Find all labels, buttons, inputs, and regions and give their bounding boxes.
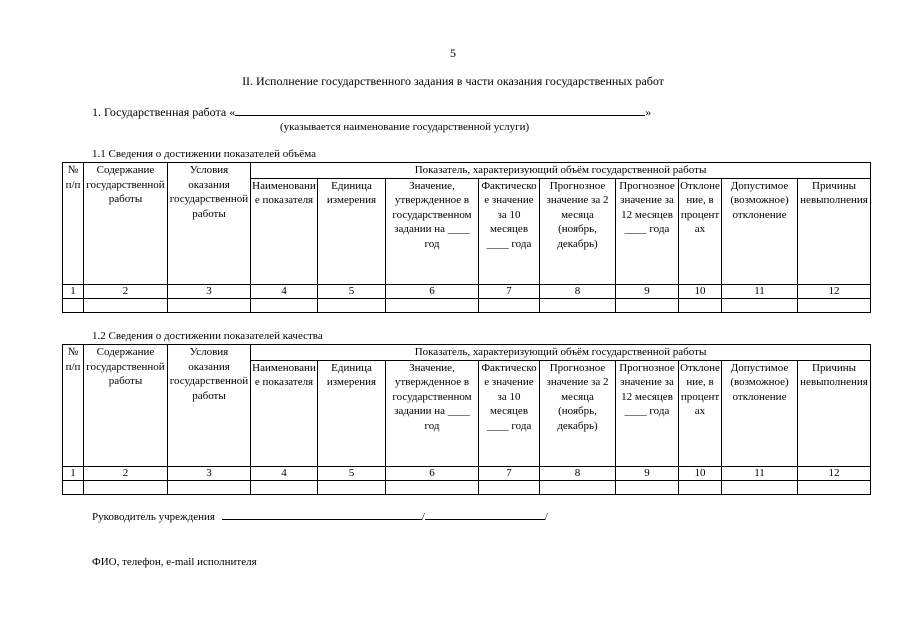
header-allowed-deviation: Допустимое (возможное) отклонение — [722, 360, 798, 466]
table-cell[interactable] — [616, 480, 679, 494]
column-number: 5 — [318, 466, 386, 480]
column-number: 11 — [722, 466, 798, 480]
header-work-conditions: Условия оказания государственной работы — [168, 163, 251, 285]
page-number: 5 — [450, 46, 456, 60]
quality-indicators-table — [62, 344, 871, 495]
header-forecast-12-months: Прогнозное значение за 12 месяцев ____ года — [616, 178, 679, 284]
work-close-quote: » — [645, 105, 652, 119]
section-title: II. Исполнение государственного задания в части оказания государственных работ — [242, 74, 664, 88]
work-label: 1. Государственная работа « — [92, 105, 236, 119]
column-number: 2 — [84, 466, 168, 480]
column-number: 11 — [722, 284, 798, 298]
header-indicator-name: Наименование показателя — [251, 178, 318, 284]
column-number: 4 — [251, 284, 318, 298]
column-number: 1 — [63, 284, 84, 298]
header-work-content: Содержание государственной работы — [84, 345, 168, 467]
header-unit: Единица измерения — [318, 360, 386, 466]
header-deviation: Отклонение, в процентах — [679, 360, 722, 466]
signature-slash: / — [544, 511, 548, 523]
column-number: 10 — [679, 466, 722, 480]
column-number: 8 — [540, 466, 616, 480]
table-cell[interactable] — [168, 480, 251, 494]
header-indicator-group: Показатель, характеризующий объём государственной работы — [251, 163, 871, 179]
column-number: 10 — [679, 284, 722, 298]
header-work-conditions: Условия оказания государственной работы — [168, 345, 251, 467]
signature-name-blank[interactable] — [222, 519, 422, 520]
signature-line — [92, 511, 548, 523]
header-reasons: Причины невыполнения — [798, 178, 871, 284]
header-actual-value: Фактическое значение за 10 месяцев ____ года — [479, 178, 540, 284]
header-forecast-12-months: Прогнозное значение за 12 месяцев ____ года — [616, 360, 679, 466]
table-cell[interactable] — [318, 298, 386, 312]
table-cell[interactable] — [679, 298, 722, 312]
header-deviation: Отклонение, в процентах — [679, 178, 722, 284]
column-number: 7 — [479, 284, 540, 298]
signature-sign-blank[interactable] — [425, 519, 545, 520]
table-2-caption: 1.2 Сведения о достижении показателей качества — [92, 330, 323, 342]
table-cell[interactable] — [63, 480, 84, 494]
table-cell[interactable] — [168, 298, 251, 312]
header-approved-value: Значение, утвержденное в государственном задании на ____ год — [386, 360, 479, 466]
column-number: 2 — [84, 284, 168, 298]
table-cell[interactable] — [540, 480, 616, 494]
work-name-line — [92, 105, 651, 120]
table-cell[interactable] — [251, 298, 318, 312]
table-row — [63, 298, 871, 312]
work-name-blank — [235, 115, 645, 116]
table-cell[interactable] — [63, 298, 84, 312]
column-number: 3 — [168, 284, 251, 298]
column-number: 1 — [63, 466, 84, 480]
column-number: 5 — [318, 284, 386, 298]
table-cell[interactable] — [798, 480, 871, 494]
header-forecast-2-months: Прогнозное значение за 2 месяца (ноябрь, декабрь) — [540, 360, 616, 466]
column-number: 3 — [168, 466, 251, 480]
work-name-hint: (указывается наименование государственной услуги) — [280, 121, 530, 133]
header-row-number: № п/п — [63, 345, 84, 467]
header-actual-value: Фактическое значение за 10 месяцев ____ года — [479, 360, 540, 466]
table-cell[interactable] — [251, 480, 318, 494]
table-cell[interactable] — [798, 298, 871, 312]
table-cell[interactable] — [479, 298, 540, 312]
table-cell[interactable] — [722, 480, 798, 494]
column-number: 6 — [386, 284, 479, 298]
table-cell[interactable] — [386, 480, 479, 494]
header-row-number: № п/п — [63, 163, 84, 285]
table-cell[interactable] — [84, 298, 168, 312]
table-cell[interactable] — [540, 298, 616, 312]
signature-slash: / — [421, 511, 425, 523]
column-number: 6 — [386, 466, 479, 480]
table-cell[interactable] — [84, 480, 168, 494]
column-number: 9 — [616, 466, 679, 480]
table-cell[interactable] — [386, 298, 479, 312]
column-number: 9 — [616, 284, 679, 298]
header-indicator-name: Наименование показателя — [251, 360, 318, 466]
header-allowed-deviation: Допустимое (возможное) отклонение — [722, 178, 798, 284]
header-reasons: Причины невыполнения — [798, 360, 871, 466]
table-1-caption: 1.1 Сведения о достижении показателей объёма — [92, 148, 316, 160]
table-cell[interactable] — [318, 480, 386, 494]
table-cell[interactable] — [479, 480, 540, 494]
header-approved-value: Значение, утвержденное в государственном задании на ____ год — [386, 178, 479, 284]
header-forecast-2-months: Прогнозное значение за 2 месяца (ноябрь, декабрь) — [540, 178, 616, 284]
column-number: 12 — [798, 466, 871, 480]
table-cell[interactable] — [679, 480, 722, 494]
signature-label: Руководитель учреждения — [92, 511, 215, 523]
header-indicator-group: Показатель, характеризующий объём государственной работы — [251, 345, 871, 361]
table-row — [63, 480, 871, 494]
header-work-content: Содержание государственной работы — [84, 163, 168, 285]
contact-label: ФИО, телефон, e-mail исполнителя — [92, 556, 257, 568]
table-cell[interactable] — [616, 298, 679, 312]
volume-indicators-table — [62, 162, 871, 313]
table-cell[interactable] — [722, 298, 798, 312]
column-number: 8 — [540, 284, 616, 298]
column-number: 7 — [479, 466, 540, 480]
column-number: 12 — [798, 284, 871, 298]
header-unit: Единица измерения — [318, 178, 386, 284]
column-number: 4 — [251, 466, 318, 480]
